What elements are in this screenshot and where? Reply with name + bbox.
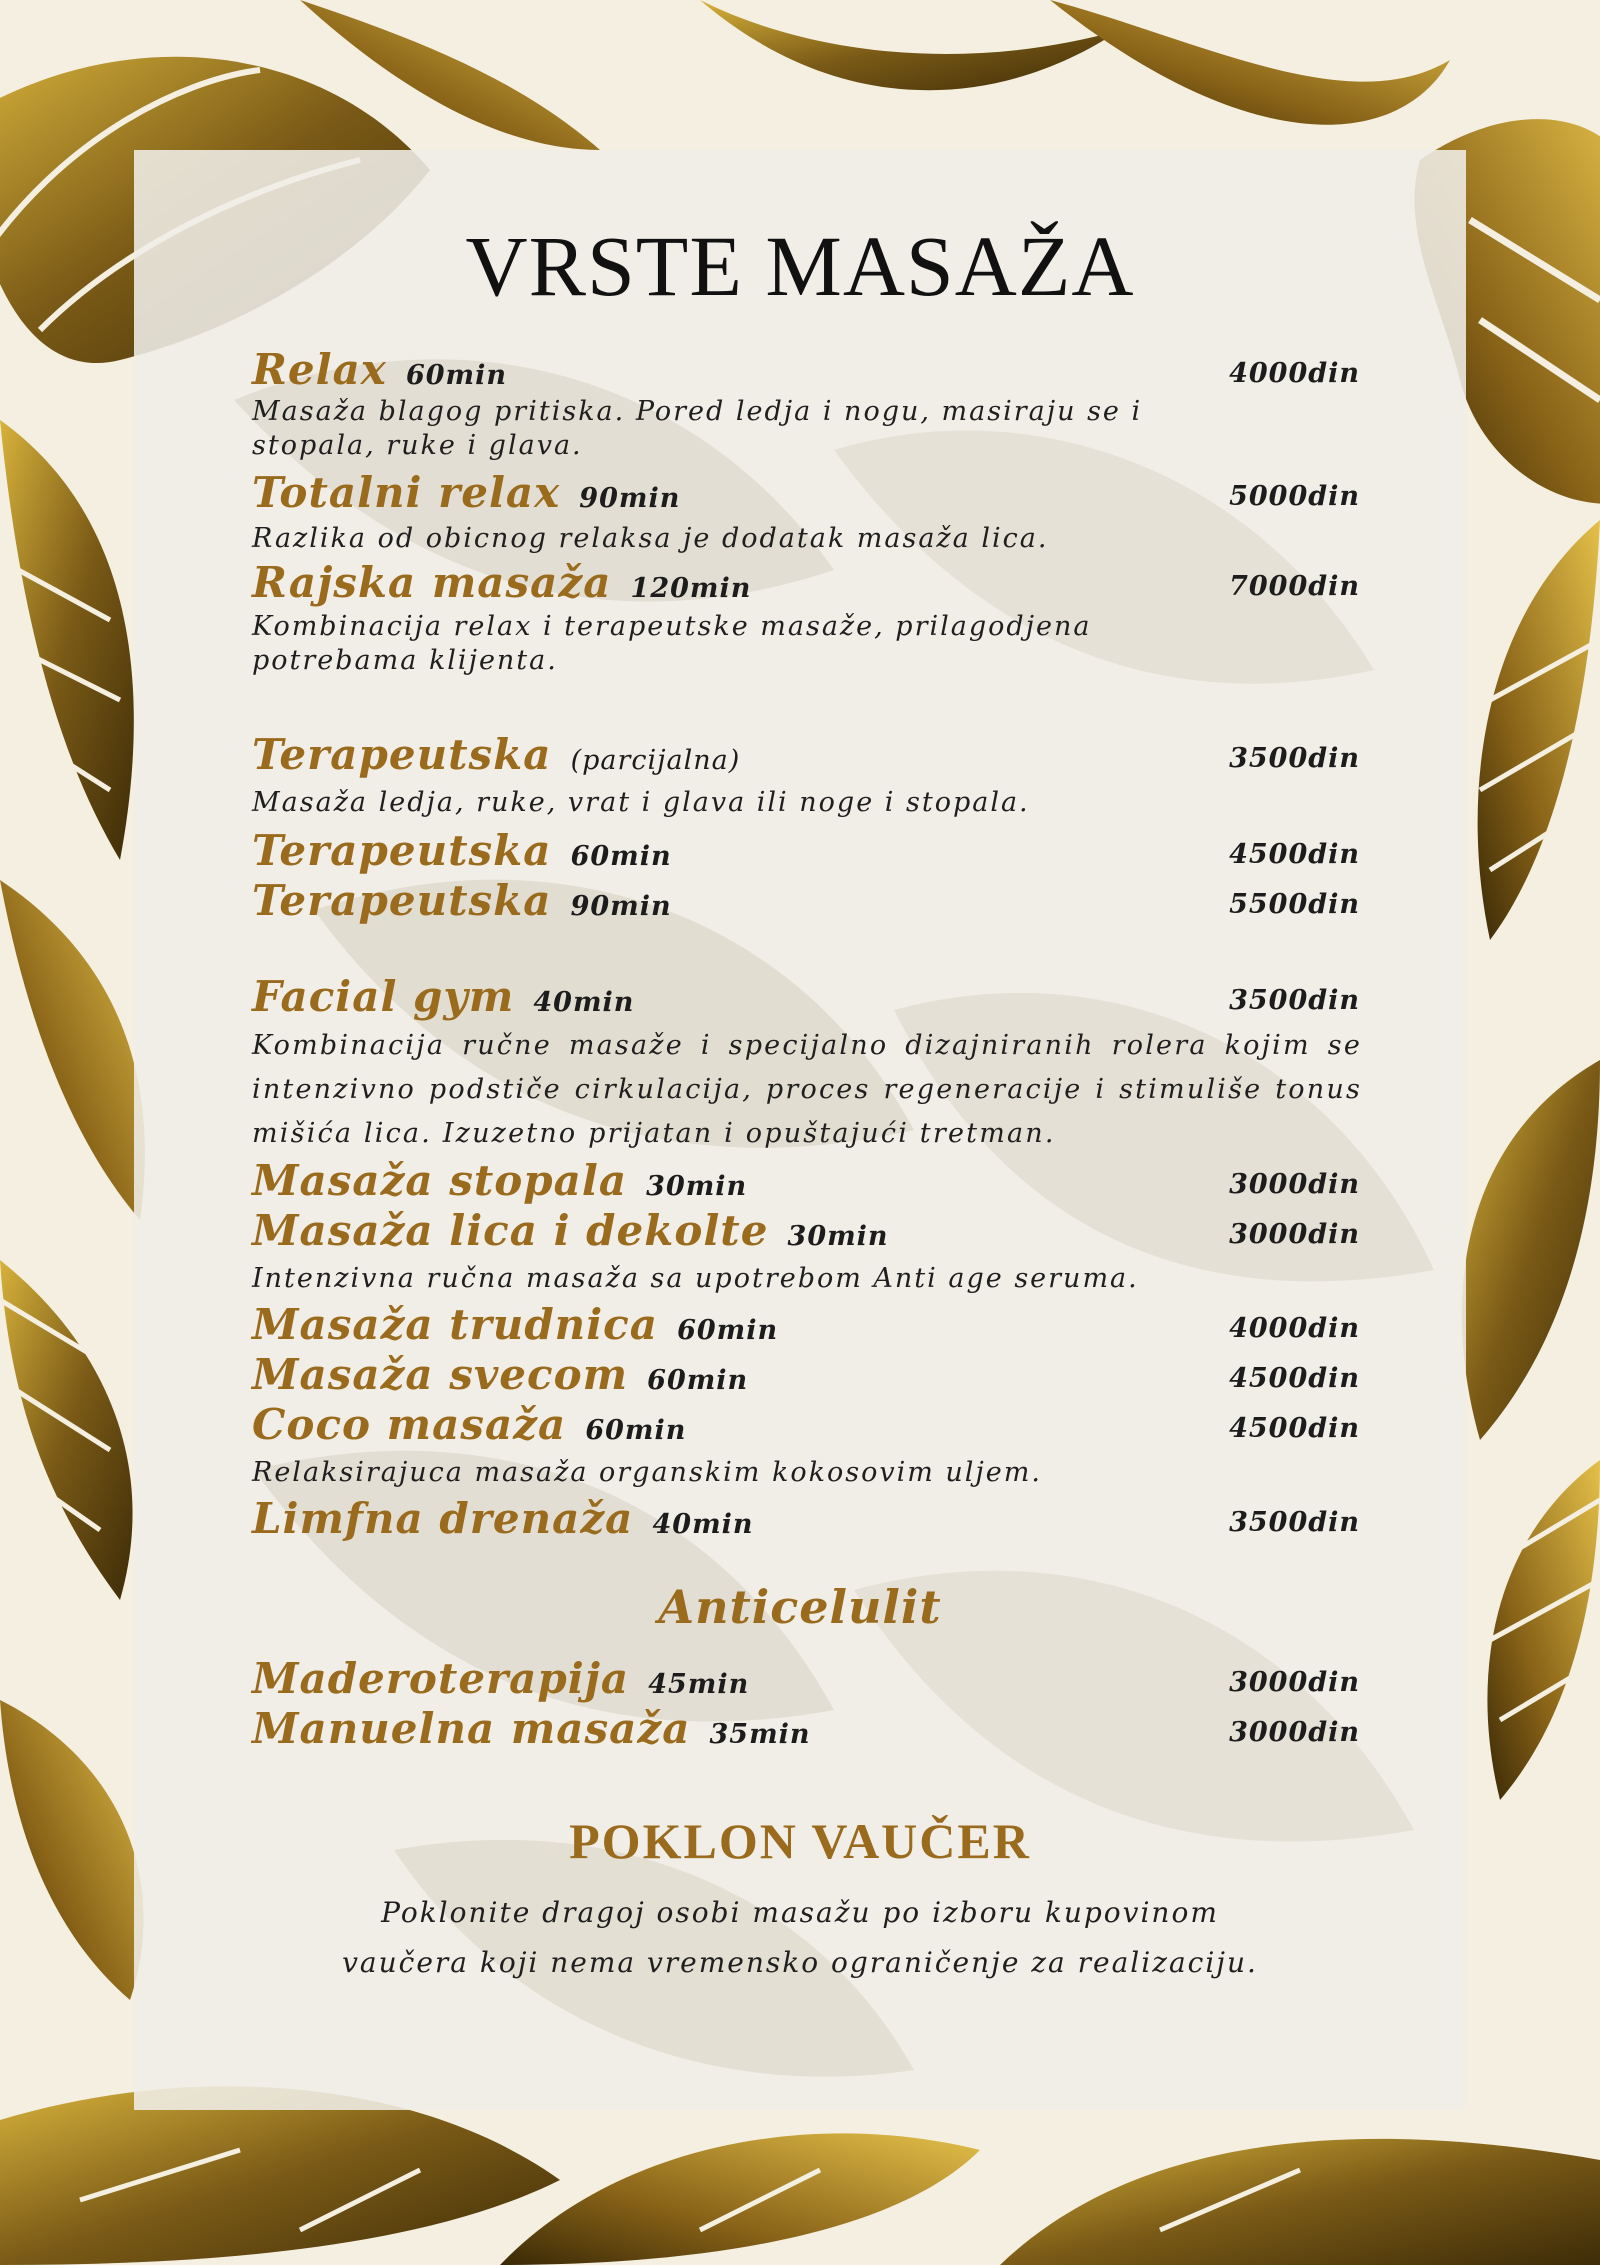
menu-content: [134, 150, 1466, 2110]
voucher-text: [134, 1888, 1466, 1988]
item-price: 3000din: [1229, 1667, 1360, 1698]
item-duration: 60min: [585, 1415, 687, 1446]
item-name: Terapeutska: [252, 730, 552, 779]
item-price: 5500din: [1229, 889, 1360, 920]
item-name: Masaža trudnica: [252, 1300, 658, 1349]
item-name: Coco masaža: [252, 1400, 567, 1449]
item-price: 4500din: [1229, 1363, 1360, 1394]
item-duration: 40min: [652, 1509, 754, 1540]
item-duration: 120min: [630, 573, 752, 604]
item-description: Masaža blagog pritiska. Pored ledja i nogu, masiraju se i stopala, ruke i glava.: [252, 396, 1143, 461]
item-duration: 30min: [646, 1171, 748, 1202]
item-name: Terapeutska: [252, 876, 552, 925]
voucher-title: POKLON VAUČER: [569, 1813, 1031, 1869]
item-price: 4500din: [1229, 839, 1360, 870]
item-price: 3500din: [1229, 985, 1360, 1016]
item-duration: 90min: [579, 483, 681, 514]
item-price: 4000din: [1229, 358, 1360, 389]
menu-item-relax: [252, 345, 1360, 395]
menu-item-masaza-stopala: [252, 1156, 1360, 1206]
item-duration: 60min: [677, 1315, 779, 1346]
item-name: Limfna drenaža: [252, 1494, 634, 1543]
item-price: 7000din: [1229, 571, 1360, 602]
menu-item-masaza-lica-dekolte: [252, 1206, 1360, 1256]
item-name: Totalni relax: [252, 468, 561, 517]
menu-item-terapeutska-60: [252, 826, 1360, 876]
item-duration: 60min: [405, 360, 507, 391]
menu-item-coco-masaza: [252, 1400, 1360, 1450]
menu-item-masaza-trudnica: [252, 1300, 1360, 1350]
item-name: Masaža svecom: [252, 1350, 629, 1399]
item-name: Masaža lica i dekolte: [252, 1206, 769, 1255]
section-title-anticelulit: Anticelulit: [658, 1580, 942, 1634]
item-name: Masaža stopala: [252, 1156, 628, 1205]
menu-item-maderoterapija: [252, 1654, 1360, 1704]
page-title: VRSTE MASAŽA: [465, 218, 1135, 314]
item-description: Masaža ledja, ruke, vrat i glava ili noge i stopala.: [252, 787, 1030, 818]
item-description: Kombinacija ručne masaže i specijalno dizajniranih rolera kojim se intenzivno podstiče cirkulacija, proces regeneracije i stimuliše tonus mišića lica. Izuzetno prijatan i opuštajući tretman.: [252, 1030, 1362, 1149]
item-price: 3000din: [1229, 1169, 1360, 1200]
item-price: 3000din: [1229, 1717, 1360, 1748]
item-price: 3500din: [1229, 1507, 1360, 1538]
item-duration: 40min: [533, 987, 635, 1018]
voucher-line-2: vaučera koji nema vremensko ograničenje za realizaciju.: [342, 1946, 1258, 1979]
item-duration: 60min: [647, 1365, 749, 1396]
item-duration: (parcijalna): [570, 745, 741, 776]
item-price: 5000din: [1229, 481, 1360, 512]
voucher-line-1: Poklonite dragoj osobi masažu po izboru kupovinom: [381, 1896, 1219, 1929]
item-description: Kombinacija relax i terapeutske masaže, prilagodjena potrebama klijenta.: [252, 611, 1092, 676]
menu-item-totalni-relax: [252, 468, 1360, 518]
item-price: 4000din: [1229, 1313, 1360, 1344]
item-description: Razlika od obicnog relaksa je dodatak masaža lica.: [252, 523, 1049, 554]
item-name: Rajska masaža: [252, 558, 612, 607]
menu-item-terapeutska-parcijalna: [252, 730, 1360, 780]
item-duration: 30min: [787, 1221, 889, 1252]
item-duration: 90min: [570, 891, 672, 922]
item-price: 3000din: [1229, 1219, 1360, 1250]
item-name: Manuelna masaža: [252, 1704, 691, 1753]
item-duration: 45min: [648, 1669, 750, 1700]
menu-item-terapeutska-90: [252, 876, 1360, 926]
item-name: Maderoterapija: [252, 1654, 630, 1703]
item-price: 4500din: [1229, 1413, 1360, 1444]
item-name: Terapeutska: [252, 826, 552, 875]
menu-item-rajska-masaza: [252, 558, 1360, 608]
menu-item-facial-gym: [252, 972, 1360, 1022]
item-duration: 35min: [709, 1719, 811, 1750]
menu-panel: [134, 150, 1466, 2110]
menu-item-manuelna-masaza: [252, 1704, 1360, 1754]
item-description: Relaksirajuca masaža organskim kokosovim uljem.: [252, 1457, 1042, 1488]
menu-item-masaza-svecom: [252, 1350, 1360, 1400]
item-duration: 60min: [570, 841, 672, 872]
item-name: Relax: [252, 345, 387, 394]
item-price: 3500din: [1229, 743, 1360, 774]
item-description: Intenzivna ručna masaža sa upotrebom Anti age seruma.: [252, 1263, 1139, 1294]
item-name: Facial gym: [252, 972, 515, 1021]
menu-item-limfna-drenaza: [252, 1494, 1360, 1544]
